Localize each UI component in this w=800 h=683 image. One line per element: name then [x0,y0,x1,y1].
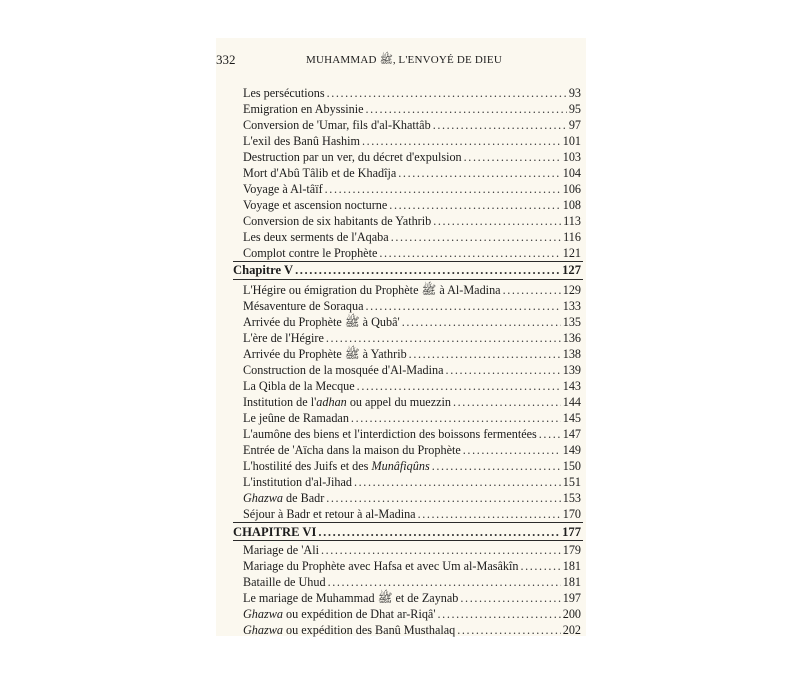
toc-entry: Bataille de Uhud ..... 181 [243,575,581,590]
toc-entry: Le mariage de Muhammad ﷺ et de Zaynab ..... 197 [243,591,581,606]
toc-entry: Le jeûne de Ramadan ..... 145 [243,411,581,426]
book-title: MUHAMMAD ﷺ, L'ENVOYÉ DE DIEU [306,54,502,66]
chapter-heading: CHAPITRE VI ..... 177 [233,525,581,540]
toc-entry: Ghazwa ou expédition des Banû Musthalaq ..... 202 [243,623,581,638]
toc-entry: L'exil des Banû Hashim ..... 101 [243,134,581,149]
toc-entry: Institution de l'adhan ou appel du muezzin ..... 144 [243,395,581,410]
running-head [216,52,586,70]
chapter-heading: Chapitre V ..... 127 [233,263,581,278]
toc-entry: L'institution d'al-Jihad ..... 151 [243,475,581,490]
toc-entry: Ghazwa de Badr ..... 153 [243,491,581,506]
book-page [216,38,586,636]
toc-entry: Emigration en Abyssinie ..... 95 [243,102,581,117]
toc-entry: Voyage et ascension nocturne ..... 108 [243,198,581,213]
toc-entry: Arrivée du Prophète ﷺ à Qubâ' ..... 135 [243,315,581,330]
toc-entry: Mariage de 'Ali ..... 179 [243,543,581,558]
divider-rule [233,540,583,541]
toc-entry: Ghazwa ou expédition de Dhat ar-Riqâ' ..... 200 [243,607,581,622]
toc-entry: L'aumône des biens et l'interdiction des boissons fermentées ..... 147 [243,427,581,442]
toc-entry: Destruction par un ver, du décret d'expulsion ..... 103 [243,150,581,165]
toc-entry: Conversion de six habitants de Yathrib ..... 113 [243,214,581,229]
divider-rule [233,279,583,280]
toc-entry: L'hostilité des Juifs et des Munâfiqûns ..... 150 [243,459,581,474]
toc-entry: Séjour à Badr et retour à al-Madina ..... 170 [243,507,581,522]
toc-entry: Mariage du Prophète avec Hafsa et avec Um al-Masâkîn ..... 181 [243,559,581,574]
toc-entry: Voyage à Al-tâïf ..... 106 [243,182,581,197]
toc-entry: La Qibla de la Mecque ..... 143 [243,379,581,394]
toc-entry: L'Hégire ou émigration du Prophète ﷺ à Al-Madina ..... 129 [243,283,581,298]
toc-entry: Mort d'Abû Tâlib et de Khadîja ..... 104 [243,166,581,181]
page-number: 332 [216,52,236,67]
toc-entry: Les persécutions ..... 93 [243,86,581,101]
toc-entry: Mésaventure de Soraqua ..... 133 [243,299,581,314]
divider-rule [233,522,583,523]
toc-entry: Conversion de 'Umar, fils d'al-Khattâb ..... 97 [243,118,581,133]
toc-entry: Entrée de 'Aïcha dans la maison du Prophète ..... 149 [243,443,581,458]
toc-entry: Construction de la mosquée d'Al-Madina ..... 139 [243,363,581,378]
toc-entry: L'ère de l'Hégire ..... 136 [243,331,581,346]
toc-entry: Arrivée du Prophète ﷺ à Yathrib ..... 138 [243,347,581,362]
toc-entry: Complot contre le Prophète ..... 121 [243,246,581,261]
toc-entry: Les deux serments de l'Aqaba ..... 116 [243,230,581,245]
divider-rule [233,261,583,262]
